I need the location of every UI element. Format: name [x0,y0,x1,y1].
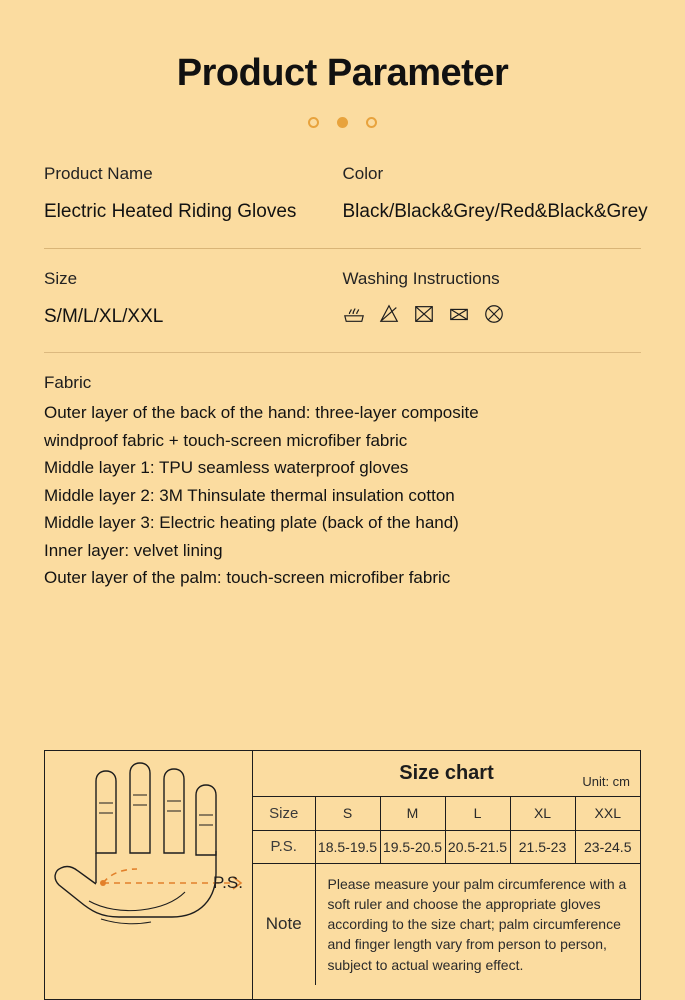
page-title: Product Parameter [176,52,509,94]
note-text: Please measure your palm circumference with a soft ruler and choose the appropriate gloves according to the size chart; palm circumference and finger length vary from person to person, subject to actual wearing effect. [327,875,627,973]
table-row-ps [253,830,640,863]
table-cell-size: XXL [575,797,640,830]
divider-1 [44,248,641,249]
hand-wash-icon [343,303,365,325]
no-iron-icon [448,303,470,325]
table-row-sizes [253,797,640,830]
fabric-line: Middle layer 1: TPU seamless waterproof gloves [44,458,409,478]
fabric-section [44,373,641,592]
ps-label: P.S. [213,873,243,892]
fabric-line: Outer layer of the back of the hand: three-layer composite [44,403,479,423]
table-cell-size: M [380,797,445,830]
table-cell-value: 23-24.5 [575,830,640,863]
row-label-ps: P.S. [253,830,315,863]
pagination-dot-1[interactable] [308,117,319,128]
row-label-size: Size [253,797,315,830]
size-chart-unit: Unit: cm [582,774,630,789]
spec-washing [343,269,642,331]
color-label: Color [342,164,384,183]
product-parameter-page [0,52,685,1000]
spec-product-name [44,164,343,226]
table-cell-size: XL [510,797,575,830]
no-tumble-dry-icon [413,303,435,325]
size-chart-table [253,797,640,985]
no-bleach-icon [378,303,400,325]
spec-row-size-washing [44,269,641,331]
table-cell-size: L [445,797,510,830]
hand-diagram [45,751,253,999]
size-chart-block [44,750,641,1000]
fabric-line: Outer layer of the palm: touch-screen microfiber fabric [44,568,451,588]
table-cell-value: 21.5-23 [510,830,575,863]
no-dry-clean-icon [483,303,505,325]
spec-size [44,269,343,331]
color-value: Black/Black&Grey/Red&Black&Grey [342,201,648,222]
size-chart-table-area [253,751,640,999]
fabric-label: Fabric [44,373,92,393]
spec-row-name-color [44,164,648,226]
fabric-line: Inner layer: velvet lining [44,540,223,560]
divider-2 [44,352,641,353]
pagination-dots [44,117,641,128]
row-label-note: Note [253,863,315,985]
pagination-dot-2[interactable] [337,117,348,128]
fabric-line: Middle layer 2: 3M Thinsulate thermal insulation cotton [44,485,455,505]
table-cell-value: 20.5-21.5 [445,830,510,863]
product-name-value: Electric Heated Riding Gloves [44,201,297,222]
table-cell-value: 19.5-20.5 [380,830,445,863]
table-cell-size: S [315,797,380,830]
fabric-line: Middle layer 3: Electric heating plate (back of the hand) [44,513,459,533]
table-cell-value: 18.5-19.5 [315,830,380,863]
washing-label: Washing Instructions [342,268,500,288]
table-row-note [253,863,640,985]
size-chart-title: Size chart [399,762,494,784]
spec-grid [44,164,648,592]
size-label: Size [44,268,78,288]
product-name-label: Product Name [44,164,153,183]
pagination-dot-3[interactable] [366,117,377,128]
washing-icon-row [343,303,632,325]
size-value: S/M/L/XL/XXL [44,305,164,327]
size-chart-header [253,751,640,797]
fabric-line: windproof fabric + touch-screen microfiber fabric [44,430,408,450]
spec-color [342,164,648,226]
